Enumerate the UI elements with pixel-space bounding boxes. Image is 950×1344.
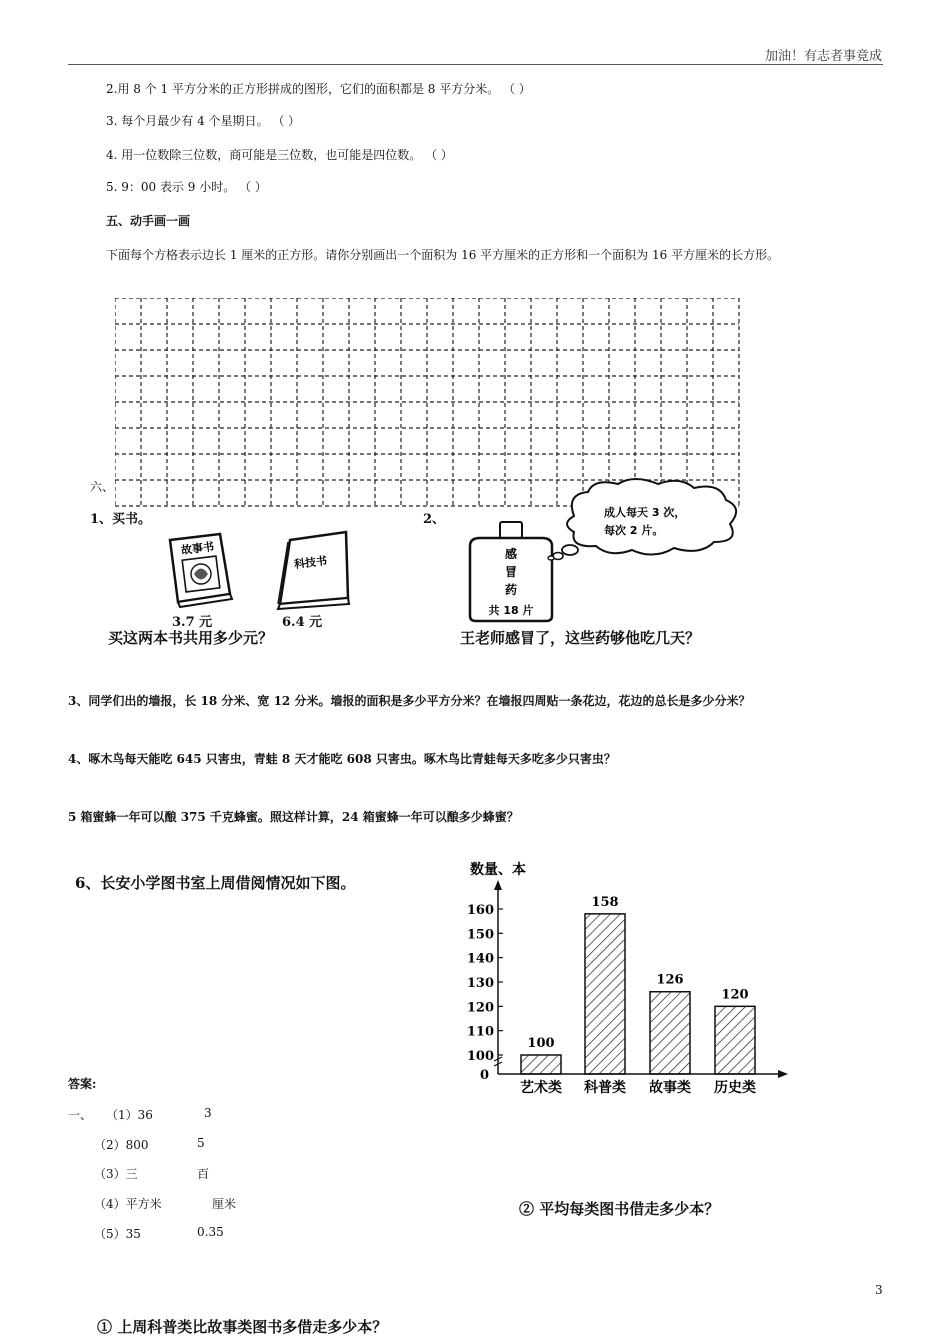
q6: 6、长安小学图书室上周借阅情况如下图。 [75,874,356,892]
answer-row-5: （5）35 [94,1227,141,1241]
y-tick-label: 100 [466,1049,494,1064]
section6-label: 六、 [90,480,115,494]
judge-item-4: 4. 用一位数除三位数，商可能是三位数，也可能是四位数。 （ ） [106,148,453,162]
x-tick-label: 科普类 [584,1080,626,1096]
bubble-line-1: 成人每天 3 次， [604,506,686,519]
answer-row-4: （4）平方米 [94,1197,162,1211]
answers-section-label: 一、 [68,1108,93,1122]
judge-item-2: 2.用 8 个 1 平方分米的正方形拼成的图形，它们的面积都是 8 平方分米。 （ ） [106,82,531,96]
book1-price: 3.7 元 [172,615,213,630]
section5-title: 五、动手画一画 [106,214,191,228]
y-origin-label: 0 [479,1068,489,1083]
y-tick-label: 120 [466,1000,494,1016]
medicine-illustration [462,476,786,624]
x-tick-label: 故事类 [649,1080,691,1096]
q5: 5 箱蜜蜂一年可以酿 375 千克蜂蜜。照这样计算，24 箱蜜蜂一年可以酿多少蜂蜜？ [68,810,519,824]
science-book-title: 科技书 [293,554,328,572]
answer-row-2-b: 5 [197,1136,205,1150]
header-rule [68,64,883,65]
answer-row-1: （1）36 [106,1108,153,1122]
bottle-char-3: 药 [504,583,518,597]
answer-row-4-b: 厘米 [212,1197,237,1211]
bar-1 [521,1055,561,1074]
bar-4 [715,1006,755,1074]
books-illustration [160,528,360,610]
header-slogan: 加油！有志者事竟成 [764,49,882,64]
story-book-icon [170,534,232,607]
answer-row-5-b: 0.35 [197,1225,224,1239]
bubble-line-2: 每次 2 片。 [604,524,664,537]
page-number: 3 [875,1283,883,1297]
answer-row-1-b: 3 [204,1106,212,1120]
q2-label: 2、 [423,512,446,527]
q2-question: 王老师感冒了，这些药够他吃几天？ [460,629,701,647]
y-tick-label: 150 [466,927,494,943]
q1-question: 买这两本书共用多少元？ [108,629,274,647]
q3: 3、同学们出的墙报，长 18 分米、宽 12 分米。墙报的面积是多少平方分米？在墙报四周贴一条花边，花边的总长是多少分米？ [68,694,751,708]
bottle-char-1: 感 [504,547,518,561]
answer-row-3-b: 百 [197,1167,210,1181]
book2-price: 6.4 元 [282,615,323,630]
y-tick-label: 160 [466,903,494,918]
story-book-title: 故事书 [180,540,215,558]
bar-data-label: 158 [591,894,619,910]
y-tick-label: 110 [466,1024,494,1040]
q6-sub1: ① 上周科普类比故事类图书多借走多少本？ [97,1318,388,1336]
chart-ylabel: 数量、本 [470,862,526,878]
answers-title: 答案: [68,1077,97,1091]
q6-sub2: ② 平均每类图书借走多少本？ [519,1200,720,1218]
y-axis-arrow [494,880,502,890]
bottle-char-2: 冒 [504,565,518,579]
answer-row-3: （3）三 [94,1167,138,1181]
bar-data-label: 120 [721,987,749,1003]
q4: 4、啄木鸟每天能吃 645 只害虫，青蛙 8 天才能吃 608 只害虫。啄木鸟比青蛙每天多吃多少只害虫？ [68,752,616,766]
x-tick-label: 历史类 [714,1080,756,1096]
x-tick-label: 艺术类 [520,1080,562,1096]
science-book-icon [278,532,349,609]
medicine-bottle-icon [470,522,552,621]
bar-3 [650,992,690,1074]
bar-data-label: 126 [656,972,684,988]
q1-label: 1、买书。 [90,512,152,527]
y-tick-label: 130 [466,976,494,991]
bar-2 [585,914,625,1074]
bar-data-label: 100 [527,1036,555,1051]
section5-instruction: 下面每个方格表示边长 1 厘米的正方形。请你分别画出一个面积为 16 平方厘米的正方形和一个面积为 16 平方厘米的长方形。 [106,248,780,262]
y-tick-label: 140 [466,951,494,967]
judge-item-3: 3. 每个月最少有 4 个星期日。 （ ） [106,114,301,128]
x-axis-arrow [778,1070,788,1078]
judge-item-5: 5. 9：00 表示 9 小时。 （ ） [106,180,267,194]
bottle-count: 共 18 片 [488,604,534,617]
thought-bubble-icon [548,479,736,560]
bar-chart [460,856,800,1101]
answer-row-2: （2）800 [94,1138,149,1152]
